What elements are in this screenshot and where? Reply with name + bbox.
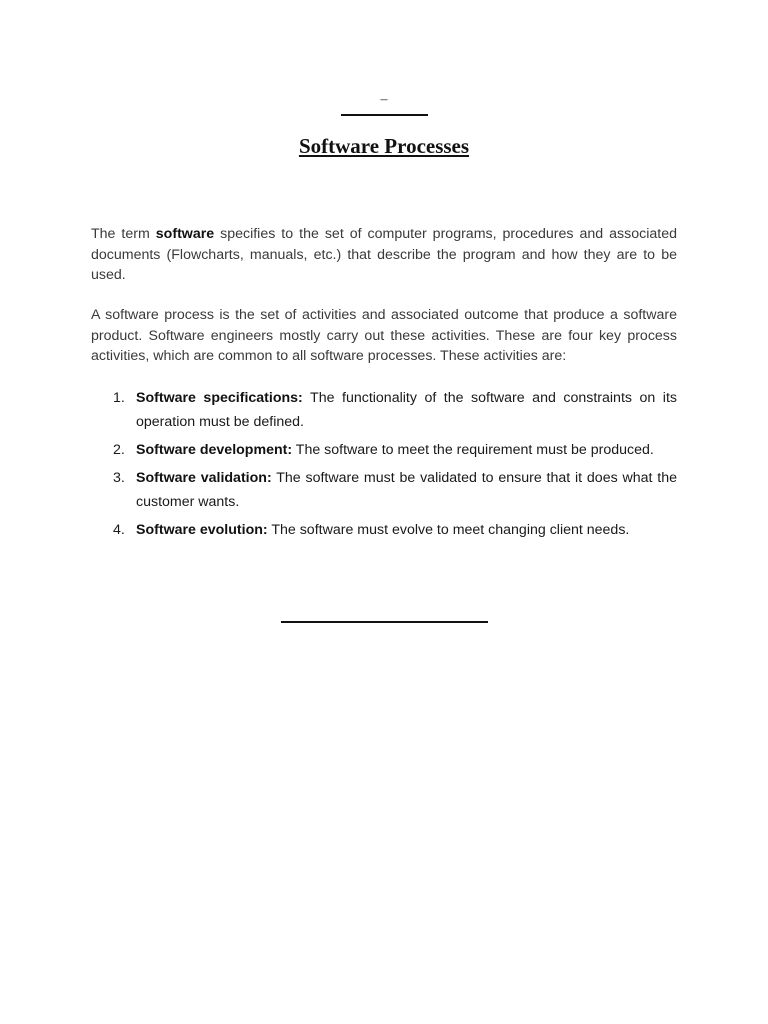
list-text: The software must evolve to meet changing client needs. [267,522,630,538]
activities-list [113,386,677,546]
list-item [113,466,677,514]
list-item [113,518,677,542]
list-item [113,438,677,462]
list-term: Software development: [136,442,293,458]
list-text: The software to meet the requirement must be produced. [292,442,654,458]
intro-bold-term: software [155,226,215,242]
list-term: Software validation: [136,470,272,486]
list-term: Software evolution: [136,522,268,538]
list-number: 1. [113,390,125,406]
list-text: The functionality of the software and constraints on its operation must be defined. [136,390,677,430]
list-number: 3. [113,470,125,486]
header-rule [341,114,428,116]
list-term: Software specifications: [136,390,303,406]
header-mark: – [380,92,388,107]
list-number: 4. [113,522,125,538]
list-text: The software must be validated to ensure that it does what the customer wants. [136,470,677,510]
page-title: Software Processes [298,134,470,158]
footer-rule [281,621,488,623]
list-item [113,386,677,434]
intro-post: specifies to the set of computer programs, procedures and associated documents (Flowcharts, manuals, etc.) that describe the program and how they are to be used. [91,226,677,283]
process-paragraph: A software process is the set of activities and associated outcome that produce a software product. Software engineers mostly carry out these activities. These are four key process activities, which are common to all software processes. These activities are: [91,307,677,364]
list-number: 2. [113,442,125,458]
intro-pre: The term [91,226,156,242]
intro-paragraph [91,224,677,286]
